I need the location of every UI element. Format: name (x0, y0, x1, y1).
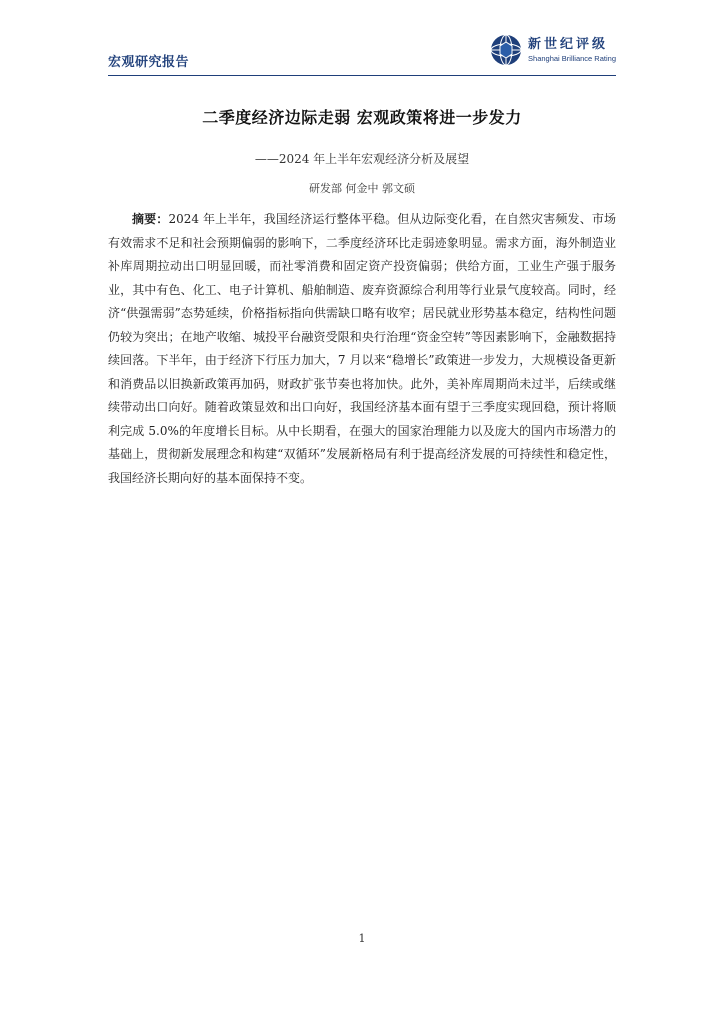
header-divider (108, 75, 616, 77)
page-number: 1 (358, 932, 366, 945)
page-header (108, 30, 616, 76)
abstract-label: 摘要： (132, 212, 169, 226)
globe-logo-icon (490, 34, 522, 66)
report-title: 二季度经济边际走弱 宏观政策将进一步发力 (202, 108, 522, 127)
abstract-text: 2024 年上半年，我国经济运行整体平稳。但从边际变化看，在自然灾害频发、市场有效需求不足和社会预期偏弱的影响下，二季度经济环比走弱迹象明显。需求方面，海外制造业补库周期拉动出口明显回暖，而社零消费和固定资产投资偏弱；供给方面，工业生产强于服务业，其中有色、化工、电子计算机、船舶制造、废弃资源综合利用等行业景气度较高。同时，经济“供强需弱”态势延续，价格指标指向供需缺口略有收窄；居民就业形势基本稳定，结构性问题仍较为突出；在地产收缩、城投平台融资受限和央行治理“资金空转”等因素影响下，金融数据持续回落。下半年，由于经济下行压力加大，7 月以来“稳增长”政策进一步发力，大规模设备更新和消费品以旧换新政策再加码，财政扩张节奏也将加快。此外，美补库周期尚未过半，后续或继续带动出口向好。随着政策显效和出口向好，我国经济基本面有望于三季度实现回稳，预计将顺利完成 5.0%的年度增长目标。从中长期看，在强大的国家治理能力以及庞大的国内市场潜力的基础上，贯彻新发展理念和构建“双循环”发展新格局有利于提高经济发展的可持续性和稳定性，我国经济长期向好的基本面保持不变。 (108, 212, 616, 485)
company-logo (490, 34, 616, 66)
logo-english-name: Shanghai Brilliance Rating (528, 53, 616, 63)
logo-chinese-name: 新世纪评级 (528, 36, 609, 52)
abstract-paragraph (108, 208, 616, 490)
report-authors: 研发部 何金中 郭文硕 (309, 182, 415, 195)
report-subtitle: ——2024 年上半年宏观经济分析及展望 (254, 152, 470, 166)
section-label: 宏观研究报告 (108, 55, 190, 70)
